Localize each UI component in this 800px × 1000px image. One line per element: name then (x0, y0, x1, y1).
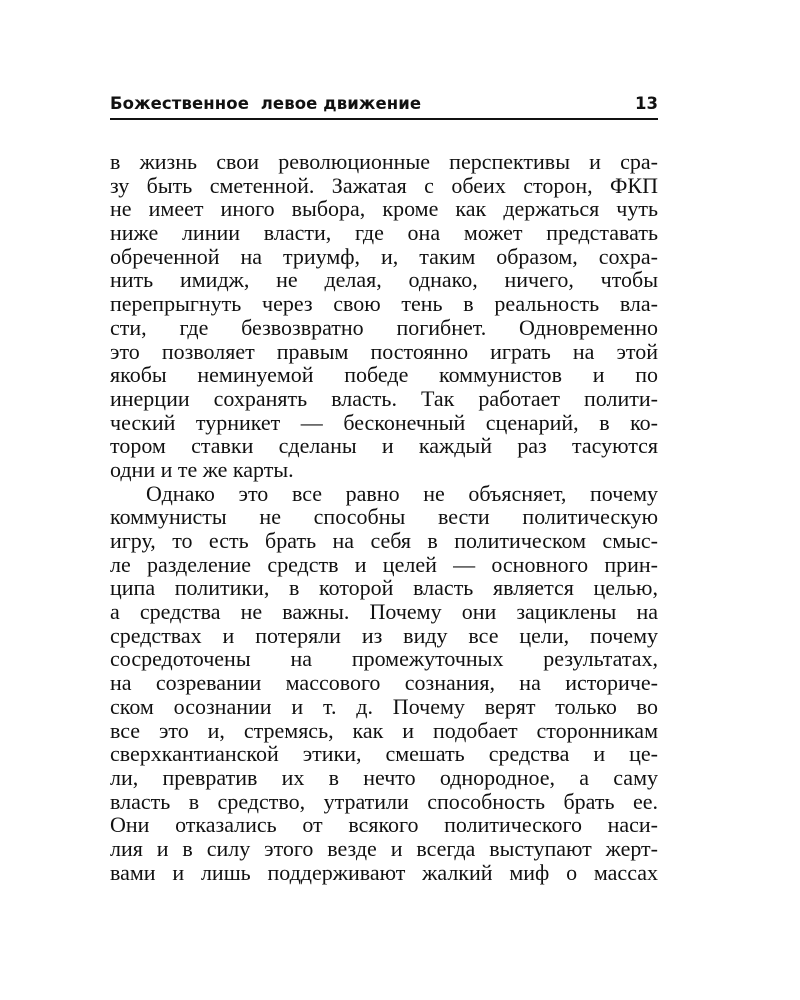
text-line: средствах и потеряли из виду все цели, почему (110, 622, 658, 648)
text-line: инерции сохранять власть. Так работает полити- (110, 385, 658, 411)
text-line: ципа политики, в которой власть является целью, (110, 575, 658, 601)
body-text (110, 150, 658, 884)
text-line: власть в средство, утратили способность брать ее. (110, 788, 658, 814)
text-line: сверхкантианской этики, смешать средства и це- (110, 741, 658, 767)
text-line: игру, то есть брать на себя в политическом смыс- (110, 528, 658, 553)
text-line: ниже линии власти, где она может представать (110, 220, 658, 246)
text-line: коммунисты не способны вести политическую (110, 504, 658, 530)
text-line: ли, превратив их в нечто однородное, а саму (110, 764, 658, 790)
text-line: сти, где безвозвратно погибнет. Одновременно (110, 314, 658, 340)
page-header (110, 94, 658, 120)
text-fragment: на триумф, и, таким образом, сохра- (219, 243, 658, 269)
text-line: ческий турникет — бесконечный сценарий, в ко- (110, 409, 658, 435)
text-line: вами и лишь поддерживают жалкий миф о массах (110, 859, 658, 885)
text-line: лия и в силу этого везде и всегда выступают жерт- (110, 835, 658, 861)
text-line (110, 245, 658, 269)
paragraph-first-line: Однако это все равно не объясняет, почему (146, 480, 658, 506)
text-line: тором ставки сделаны и каждый раз тасуются (110, 433, 658, 459)
text-line: в жизнь свои революционные перспективы и сра- (110, 149, 658, 174)
text-line: ле разделение средств и целей — основного прин- (110, 551, 658, 577)
text-line: это позволяет правым постоянно играть на этой (110, 338, 658, 364)
text-line: а средства не важны. Почему они зациклены на (110, 599, 658, 625)
text-line: перепрыгнуть через свою тень в реальность вла- (110, 291, 658, 317)
text-line: все это и, стремясь, как и подобает сторонникам (110, 717, 658, 743)
text-line: на созревании массового сознания, на историче- (110, 670, 658, 696)
text-line: якобы неминуемой победе коммунистов и по (110, 362, 658, 388)
italic-word: обреченной (110, 243, 220, 269)
page-number: 13 (635, 94, 658, 113)
running-title: Божественное левое движение (110, 94, 422, 113)
text-line: сосредоточены на промежуточных результатах, (110, 646, 658, 672)
text-line: одни и те же карты. (110, 456, 294, 482)
text-line: нить имидж, не делая, однако, ничего, чтобы (110, 267, 658, 293)
text-line: не имеет иного выбора, кроме как держаться чуть (110, 196, 658, 222)
text-line: зу быть сметенной. Зажатая с обеих сторон, ФКП (110, 172, 658, 198)
text-line: Они отказались от всякого политического наси- (110, 812, 658, 838)
text-line: ском осознании и т. д. Почему верят только во (110, 693, 658, 719)
